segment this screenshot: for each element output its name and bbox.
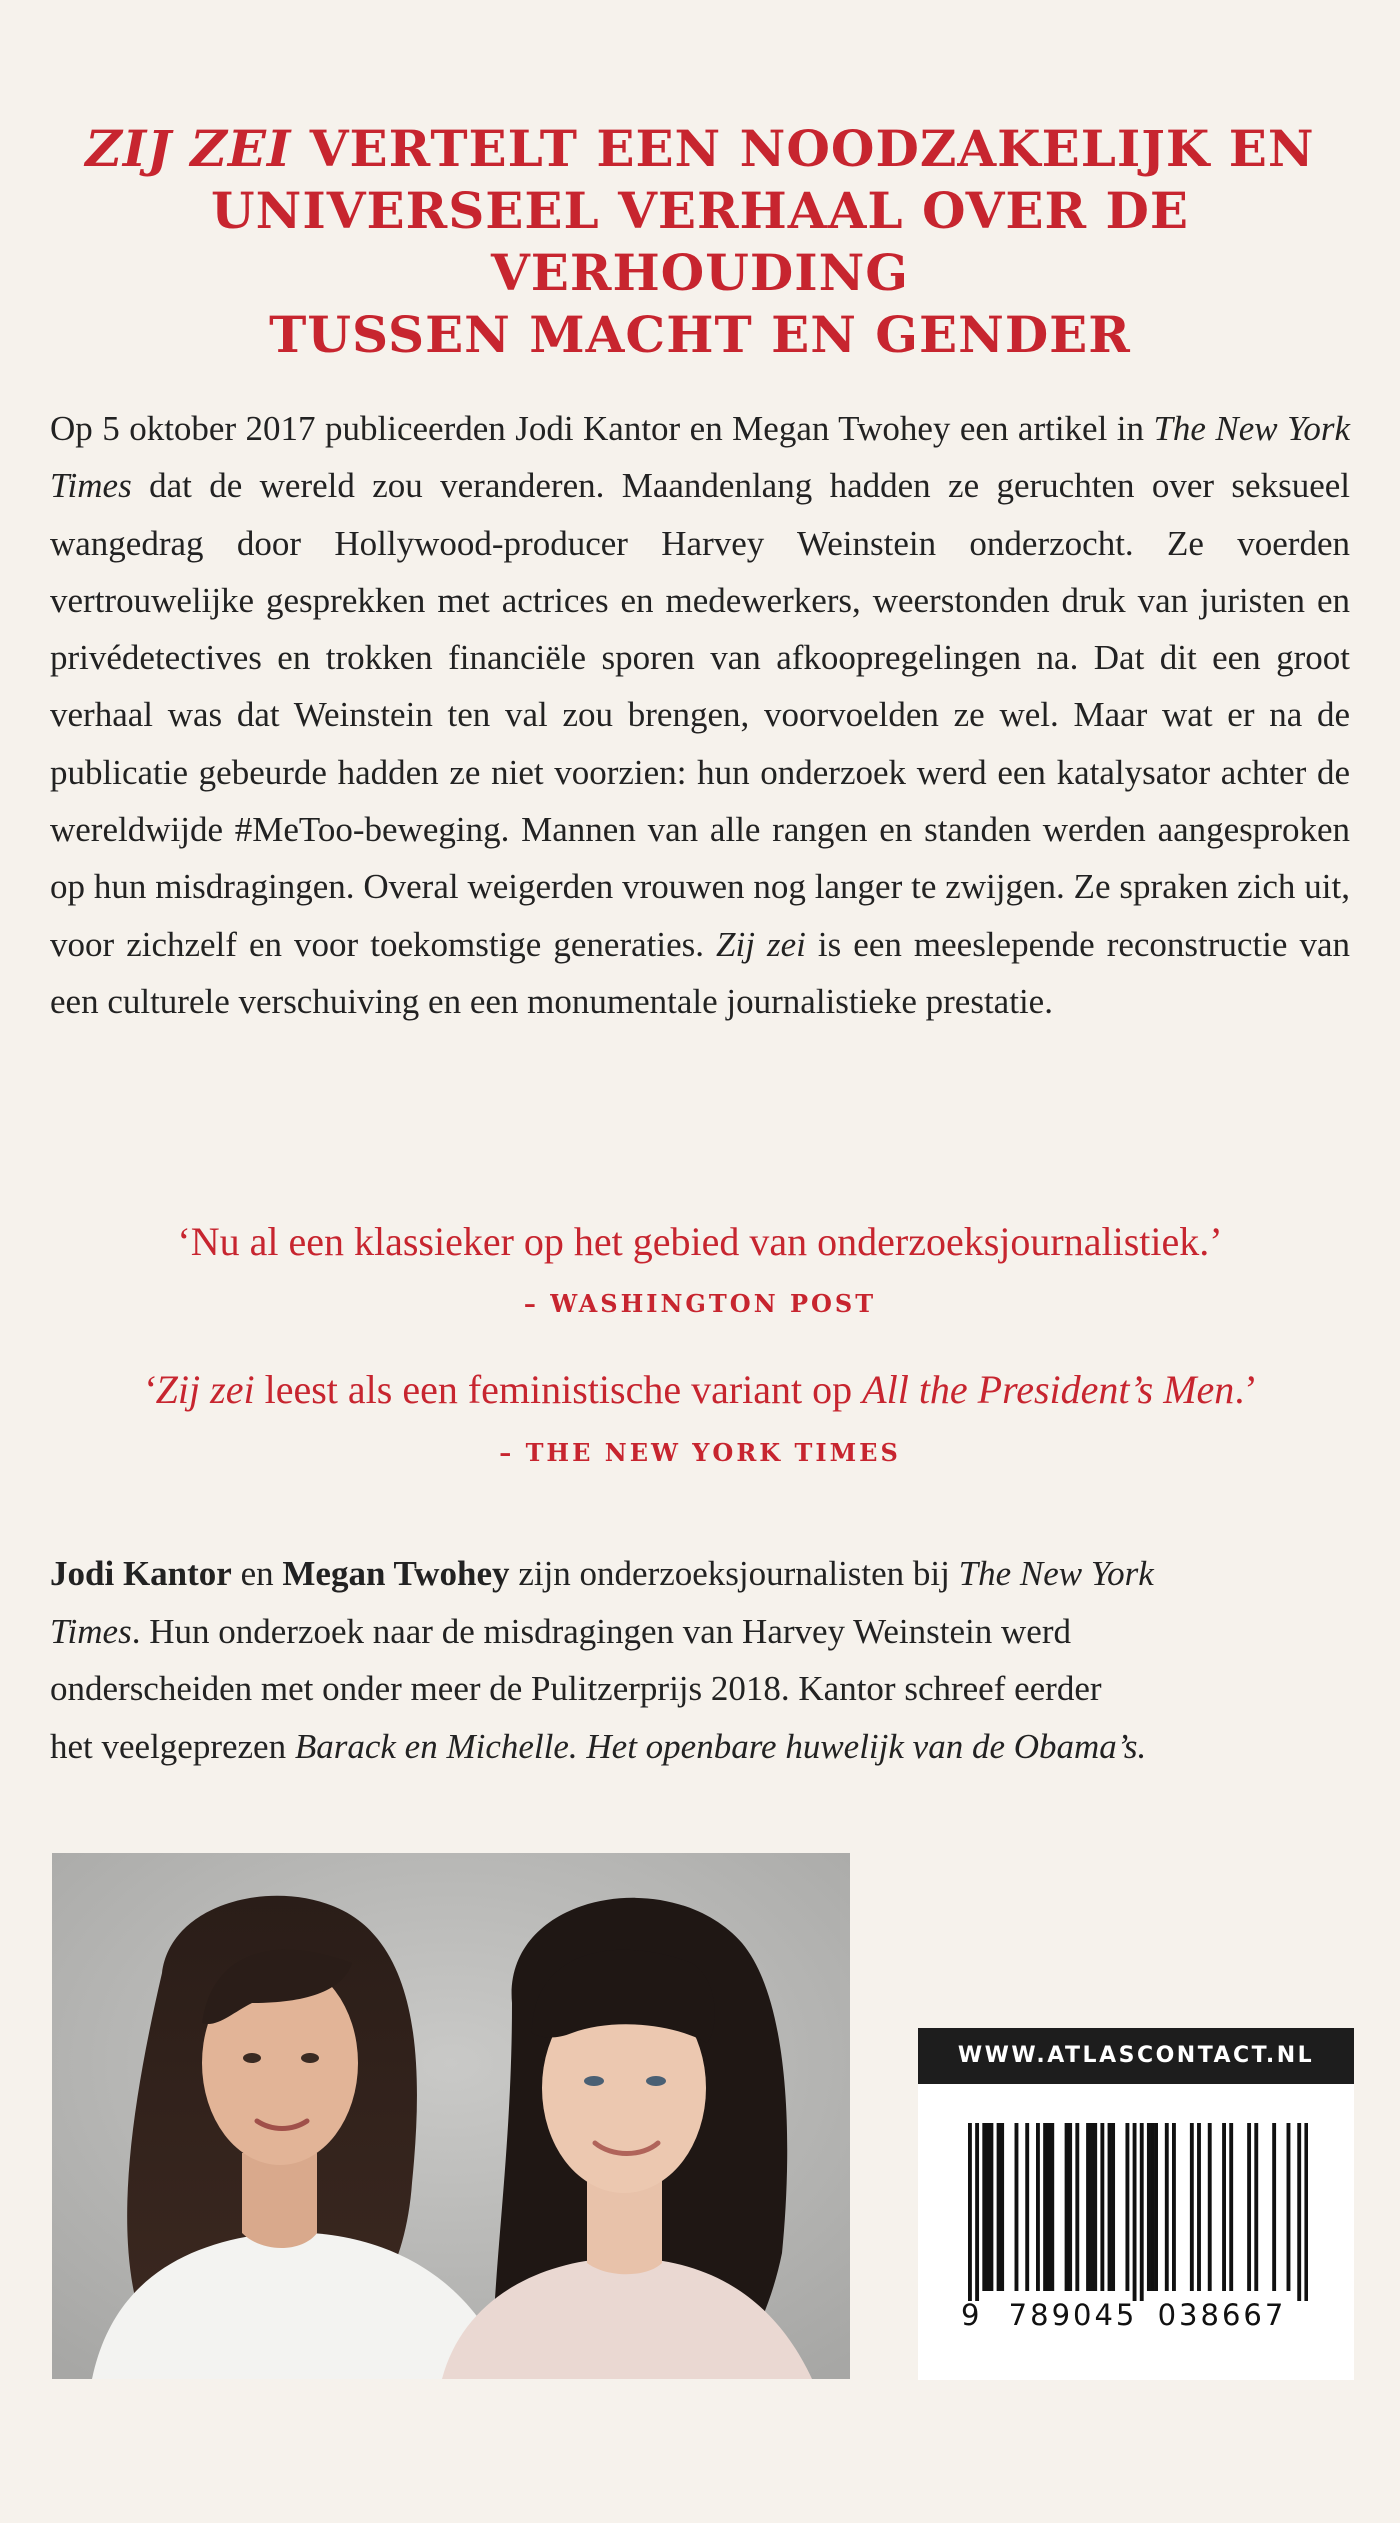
bio-author-2: Megan Twohey	[282, 1554, 510, 1593]
barcode-bar	[1093, 2123, 1097, 2291]
barcode-bar	[1140, 2123, 1144, 2301]
headline-line-3: TUSSEN MACHT EN GENDER	[269, 305, 1131, 364]
bio-line-3: onderscheiden met onder meer de Pulitzerprijs 2018. Kantor schreef eerder	[50, 1669, 1102, 1708]
barcode-bar	[1165, 2123, 1169, 2291]
bio-line-4-ital: Barack en Michelle. Het openbare huwelijk van de Obama’s.	[294, 1726, 1147, 1766]
isbn-lead-digit: 9	[961, 2298, 983, 2332]
bio-line-2	[50, 1603, 1350, 1661]
bio-line-4-start: het veelgeprezen	[50, 1726, 295, 1766]
barcode-bar	[1297, 2123, 1301, 2301]
barcode-bar	[982, 2123, 986, 2291]
barcode-panel	[918, 2028, 1354, 2380]
headline-line-1-rest: VERTELT EEN NOODZAKELIJK EN	[291, 119, 1315, 178]
bio-line-4	[50, 1718, 1350, 1776]
quote-2	[0, 1366, 1400, 1413]
barcode-bar	[1036, 2123, 1040, 2291]
barcode-bar	[1100, 2123, 1104, 2291]
isbn-group-2: 038667	[1157, 2298, 1287, 2332]
barcode-bar	[1287, 2123, 1291, 2291]
barcode-bar	[968, 2123, 972, 2301]
headline-line-2: UNIVERSEEL VERHAAL OVER DE VERHOUDING	[211, 181, 1189, 302]
barcode-bar	[1086, 2123, 1090, 2291]
barcode-bar	[1075, 2123, 1079, 2291]
blurb-part-5: is een meeslepende reconstructie van een culturele verschuiving en een monumentale journalistieke prestatie.	[50, 924, 1351, 1021]
bio-and: en	[231, 1554, 283, 1593]
bio-line-2-ital: Times	[50, 1611, 132, 1651]
person-right-eye-left	[584, 2076, 604, 2086]
author-photo-illustration	[52, 1853, 850, 2379]
person-left-eye-right	[301, 2053, 319, 2063]
quote-2-part-1: ‘Zij zei	[142, 1367, 255, 1412]
quote-2-part-4: .’	[1234, 1367, 1258, 1412]
barcode-bar	[1090, 2123, 1094, 2291]
bio-author-1: Jodi Kantor	[50, 1554, 232, 1593]
isbn-number	[961, 2298, 1336, 2332]
isbn-group-1: 789045	[1008, 2298, 1138, 2332]
barcode-bar	[1154, 2123, 1158, 2291]
barcode-bar	[1208, 2123, 1212, 2291]
quote-2-part-3: All the President’s Men	[862, 1367, 1235, 1412]
headline-line-1	[0, 118, 1400, 180]
publisher-website[interactable]: WWW.ATLASCONTACT.NL	[918, 2028, 1354, 2084]
barcode-bar	[1304, 2123, 1308, 2301]
barcode-bar	[1108, 2123, 1112, 2291]
barcode-bar	[975, 2123, 979, 2301]
barcode-bar	[1015, 2123, 1019, 2291]
barcode-bar	[1197, 2123, 1201, 2291]
person-right-eye-right	[646, 2076, 666, 2086]
barcode-bar	[1050, 2123, 1054, 2291]
barcode-bar	[1068, 2123, 1072, 2291]
barcode-bar	[1043, 2123, 1047, 2291]
blurb-paragraph	[50, 400, 1350, 1030]
barcode-bar	[1272, 2123, 1276, 2291]
barcode-bar	[989, 2123, 993, 2291]
barcode-bar	[986, 2123, 990, 2291]
barcode-bar	[1222, 2123, 1226, 2291]
headline-title-italic: ZIJ ZEI	[85, 119, 292, 178]
barcode-bar	[1000, 2123, 1004, 2291]
blurb-part-3: dat de wereld zou veranderen. Maandenlang hadden ze geruchten over seksueel wangedrag door Hollywood-producer Harvey Weinstein onderzocht. Ze voerden vertrouwelijke gesprekken met actrices en medewerkers, weerstonden druk van juristen en privédetectives en trokken financiële sporen van afkoopregelingen na. Dat dit een groot verhaal was dat Weinstein ten val zou brengen, voorvoelden ze wel. Maar wat er na de publicatie gebeurde hadden ze niet voorzien: hun onderzoek werd een katalysator achter de wereldwijde #MeToo-beweging. Mannen van alle rangen en standen werden aangesproken op hun misdragingen. Overal weigerden vrouwen nog langer te zwijgen. Ze spraken zich uit, voor zichzelf en voor toekomstige generaties.	[50, 466, 1350, 964]
barcode-bar	[1025, 2123, 1029, 2291]
quote-2-part-2: leest als een feministische variant op	[254, 1367, 863, 1412]
barcode-bar	[997, 2123, 1001, 2291]
barcode-bar	[1190, 2123, 1194, 2291]
barcode-bar	[1229, 2123, 1233, 2291]
headline	[0, 118, 1400, 366]
author-bio	[50, 1545, 1350, 1775]
barcode-bar	[1111, 2123, 1115, 2291]
quote-2-source: – THE NEW YORK TIMES	[499, 1438, 901, 1467]
bio-line-2-rest: . Hun onderzoek naar de misdragingen van Harvey Weinstein werd	[131, 1611, 1071, 1651]
quote-1: ‘Nu al een klassieker op het gebied van onderzoeksjournalistiek.’	[177, 1219, 1223, 1264]
barcode-bar	[1151, 2123, 1155, 2291]
bio-line-1-rest: zijn onderzoeksjournalisten bij	[509, 1554, 959, 1593]
author-photo	[52, 1853, 850, 2379]
barcode-bar	[1254, 2123, 1258, 2291]
barcode-bar	[1047, 2123, 1051, 2291]
isbn-barcode	[968, 2123, 1308, 2303]
bio-line-1	[50, 1545, 1350, 1603]
barcode-bar	[1172, 2123, 1176, 2291]
person-left-neck	[242, 2153, 317, 2248]
bio-line-1-ital: The New York	[958, 1554, 1154, 1593]
barcode-bar	[1065, 2123, 1069, 2291]
barcode-bar	[1147, 2123, 1151, 2291]
quote-1-source: – WASHINGTON POST	[523, 1289, 877, 1318]
barcode-bar	[1247, 2123, 1251, 2291]
blurb-part-4: Zij zei	[716, 924, 806, 964]
blurb-part-2: The New York Times	[50, 409, 1350, 506]
barcode-bar	[1133, 2123, 1137, 2301]
barcode-bar	[1125, 2123, 1129, 2291]
blurb-part-1: Op 5 oktober 2017 publiceerden Jodi Kantor en Megan Twohey een artikel in	[50, 409, 1154, 448]
person-left-eye-left	[243, 2053, 261, 2063]
